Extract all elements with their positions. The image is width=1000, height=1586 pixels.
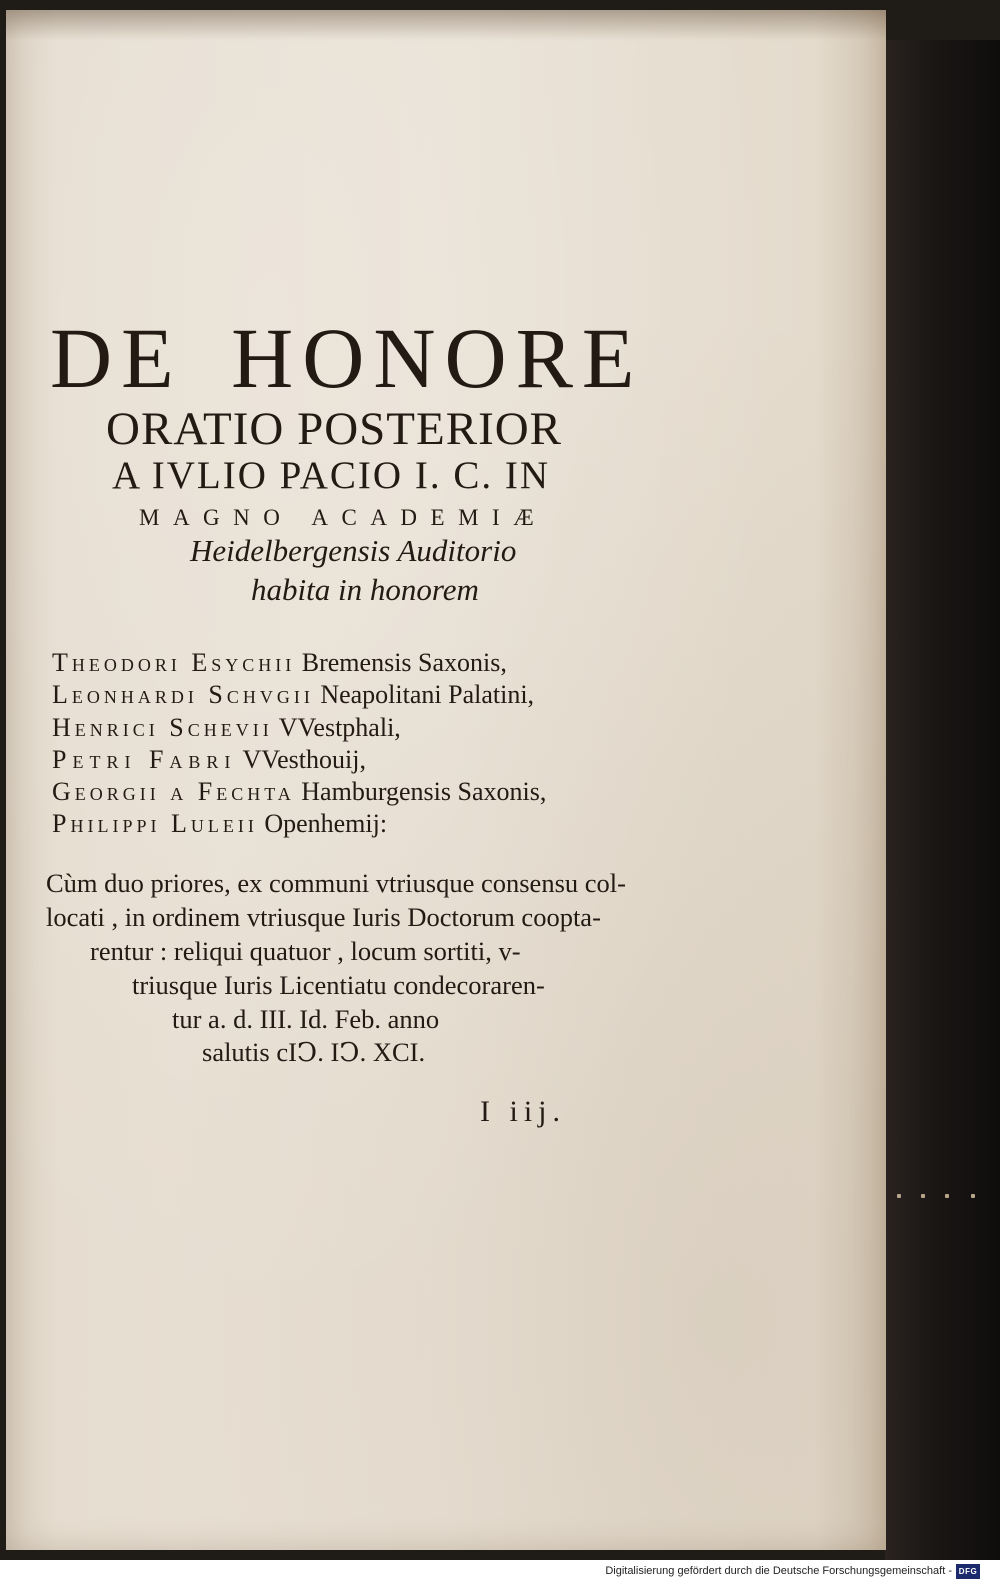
title-line-4: MAGNO ACADEMIÆ <box>139 505 548 530</box>
title-line-2: ORATIO POSTERIOR <box>106 403 563 455</box>
paragraph-line-4: triusque Iuris Licentiatu condecoraren- <box>132 970 545 1000</box>
page-top-shadow <box>6 10 886 40</box>
paragraph-line-1: Cùm duo priores, ex communi vtriusque consensu col- <box>46 868 626 898</box>
title-line-1: DE HONORE <box>50 310 644 406</box>
title-line-6: habita in honorem <box>251 572 479 607</box>
name-origin: Neapolitani Palatini, <box>320 680 535 709</box>
book-page <box>6 10 886 1550</box>
paragraph-line-2: locati , in ordinem vtriusque Iuris Doctorum coopta- <box>46 902 601 932</box>
book-cover-edge <box>885 40 1000 1560</box>
dfg-logo: DFG <box>956 1564 980 1579</box>
digitization-footer <box>0 1560 1000 1586</box>
name-origin: Hamburgensis Saxonis, <box>301 777 547 806</box>
paragraph-line-5: tur a. d. III. Id. Feb. anno <box>172 1004 440 1034</box>
edge-dot <box>945 1194 949 1198</box>
name-row-6 <box>52 809 387 839</box>
name-caps: Philippi Luleii <box>52 809 258 838</box>
title-line-5: Heidelbergensis Auditorio <box>190 533 517 568</box>
title-line-3: A IVLIO PACIO I. C. IN <box>112 454 550 497</box>
name-caps: Petri Fabri <box>52 745 237 774</box>
name-caps: Leonhardi Schvgii <box>52 680 314 709</box>
paragraph-line-6: salutis cIↃ. IↃ. XCI. <box>202 1037 426 1067</box>
name-row-2 <box>52 680 534 710</box>
name-origin: Openhemij: <box>264 809 388 838</box>
folio-signature: I iij. <box>480 1095 566 1128</box>
name-caps: Georgii a Fechta <box>52 777 295 806</box>
funding-credit: Digitalisierung gefördert durch die Deutsche Forschungsgemeinschaft - <box>605 1565 952 1577</box>
edge-dot <box>971 1194 975 1198</box>
paragraph-line-3: rentur : reliqui quatuor , locum sortiti, v- <box>90 936 521 966</box>
name-caps: Theodori Esychii <box>52 648 296 677</box>
edge-dot <box>897 1194 901 1198</box>
name-origin: Bremensis Saxonis, <box>301 648 507 677</box>
name-row-4 <box>52 745 366 775</box>
name-origin: VVestphali, <box>278 713 401 742</box>
name-origin: VVesthouij, <box>242 745 366 774</box>
name-row-5 <box>52 777 546 807</box>
name-row-1 <box>52 648 507 678</box>
name-row-3 <box>52 713 401 743</box>
name-caps: Henrici Schevii <box>52 713 273 742</box>
edge-dot <box>921 1194 925 1198</box>
